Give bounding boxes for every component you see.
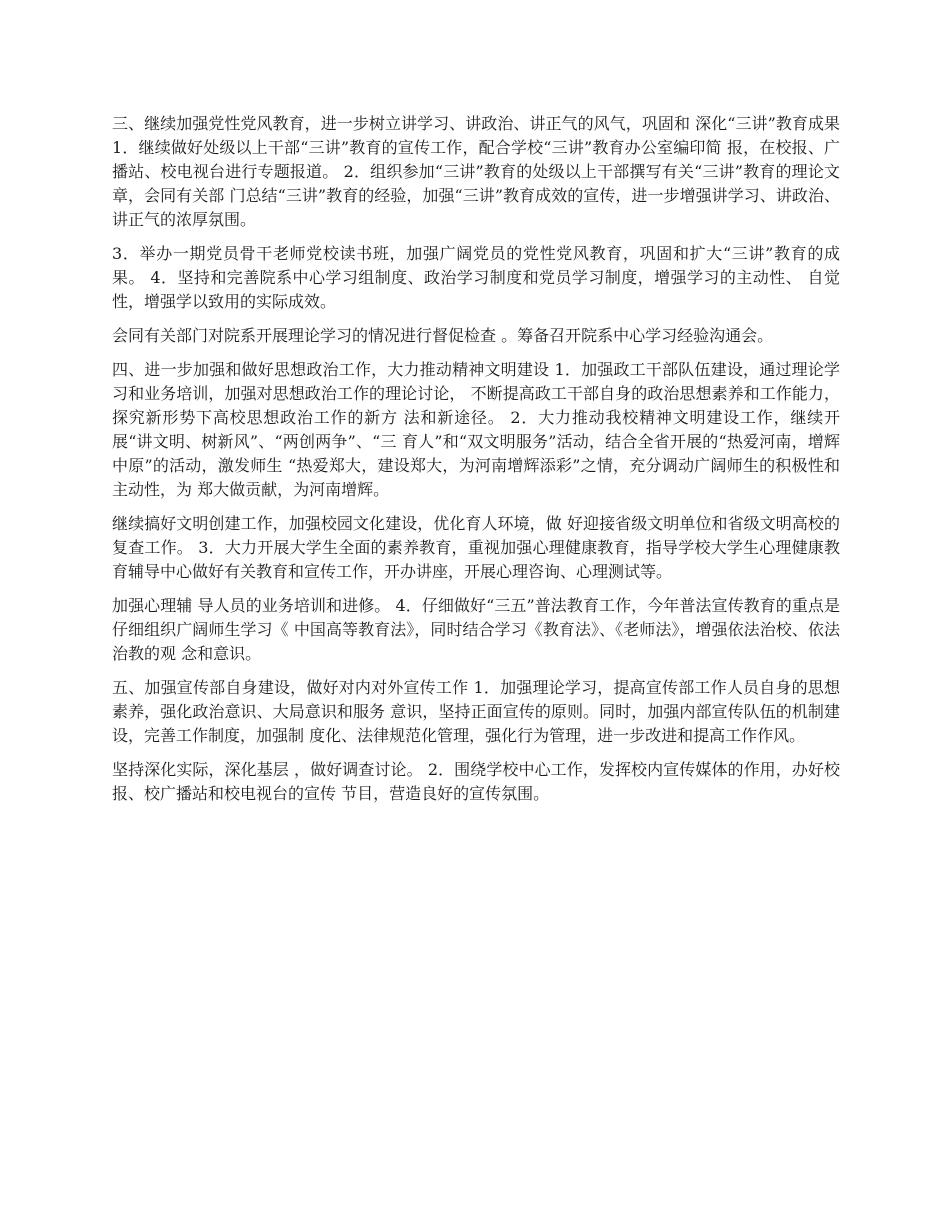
paragraph-section-three: 三、继续加强党性党风教育，进一步树立讲学习、讲政治、讲正气的风气，巩固和 深化“三讲”教育成果 1．继续做好处级以上干部“三讲”教育的宣传工作，配合学校“三讲”教育办公室编印简 报，在校报、广播站、校电视台进行专题报道。 2．组织参加“三讲”教育的处级以上干部撰写有关“三讲”教育的理论文章，会同有关部 门总结“三讲”教育的经验，加强“三讲”教育成效的宣传，进一步增强讲学习、讲政治、 讲正气的浓厚氛围。 — [112, 114, 840, 229]
paragraph-section-five: 五、加强宣传部自身建设，做好对内对外宣传工作 1．加强理论学习，提高宣传部工作人员自身的思想素养，强化政治意识、大局意识和服务 意识，坚持正面宣传的原则。同时，加强内部宣传队伍的机制建设，完善工作制度，加强制 度化、法律规范化管理，强化行为管理，进一步改进和提高工作作风。 — [112, 678, 840, 745]
paragraph-grassroots: 坚持深化实际，深化基层 ，做好调查讨论。 2．围绕学校中心工作，发挥校内宣传媒体的作用，办好校报、校广播站和校电视台的宣传 节目，营造良好的宣传氛围。 — [112, 760, 840, 803]
paragraph-supervision: 会同有关部门对院系开展理论学习的情况进行督促检查 。筹备召开院系中心学习经验沟通会。 — [112, 326, 774, 345]
paragraph-party-school: 3．举办一期党员骨干老师党校读书班，加强广阔党员的党性党风教育，巩固和扩大“三讲”教育的成果。 4．坚持和完善院系中心学习组制度、政治学习制度和党员学习制度，增强学习的主动性、 自觉性，增强学以致用的实际成效。 — [112, 244, 840, 311]
paragraph-civilization: 继续搞好文明创建工作，加强校园文化建设，优化育人环境，做 好迎接省级文明单位和省级文明高校的复查工作。 3．大力开展大学生全面的素养教育，重视加强心理健康教育，指导学校大学生心理健康教 育辅导中心做好有关教育和宣传工作，开办讲座，开展心理咨询、心理测试等。 — [112, 514, 840, 581]
paragraph-legal-education: 加强心理辅 导人员的业务培训和进修。 4．仔细做好“三五”普法教育工作，今年普法宣传教育的重点是仔细组织广阔师生学习《 中国高等教育法》，同时结合学习《教育法》、《老师法》，增强依法治校、依法治教的观 念和意识。 — [112, 596, 840, 663]
paragraph-section-four: 四、进一步加强和做好思想政治工作，大力推动精神文明建设 1．加强政工干部队伍建设，通过理论学习和业务培训，加强对思想政治工作的理论讨论， 不断提高政工干部自身的政治思想素养和工作能力，探究新形势下高校思想政治工作的新方 法和新途径。 2．大力推动我校精神文明建设工作，继续开展“讲文明、树新风”、“两创两争”、“三 育人”和“双文明服务”活动，结合全省开展的“热爱河南，增辉中原”的活动，激发师生 “热爱郑大，建设郑大，为河南增辉添彩”之情，充分调动广阔师生的积极性和主动性，为 郑大做贡献，为河南增辉。 — [112, 360, 840, 499]
document-body — [112, 112, 840, 816]
